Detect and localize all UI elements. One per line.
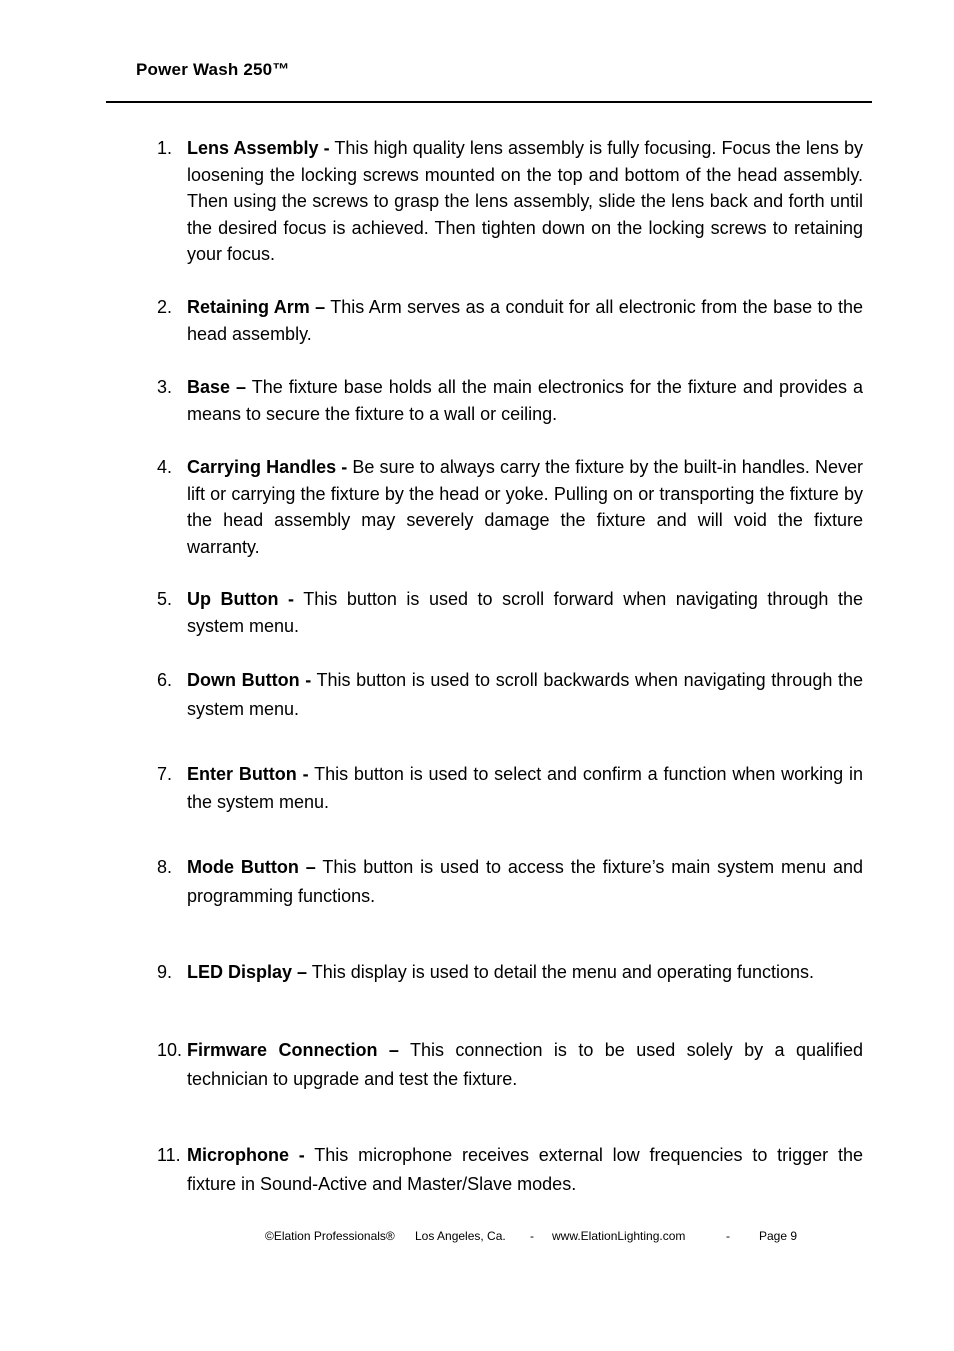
- item-number: 8.: [157, 857, 173, 877]
- item-term: Enter Button -: [187, 764, 309, 784]
- item-number: 9.: [157, 962, 173, 982]
- item-number: 1.: [157, 138, 173, 158]
- item-number: 5.: [157, 589, 173, 609]
- list-item: [157, 666, 863, 724]
- footer-company: ©Elation Professionals®: [265, 1229, 395, 1243]
- footer-separator: -: [530, 1229, 534, 1243]
- item-term: Firmware Connection –: [187, 1040, 399, 1060]
- list-item: [157, 374, 863, 427]
- list-item: [157, 1141, 863, 1199]
- item-term: Down Button -: [187, 670, 312, 690]
- footer-website: www.ElationLighting.com: [552, 1229, 686, 1243]
- item-description: This button is used to scroll forward when navigating through the system menu.: [187, 589, 864, 636]
- item-number: 10.: [157, 1040, 183, 1060]
- item-number: 6.: [157, 670, 173, 690]
- item-description: The fixture base holds all the main electronics for the fixture and provides a means to secure the fixture to a wall or ceiling.: [187, 377, 863, 424]
- item-description: This microphone receives external low frequencies to trigger the fixture in Sound-Active and Master/Slave modes.: [187, 1145, 863, 1194]
- header-divider: [106, 101, 872, 103]
- item-number: 4.: [157, 457, 173, 477]
- list-item: [157, 959, 863, 986]
- item-description: This connection is to be used solely by a qualified technician to upgrade and test the fixture.: [187, 1040, 863, 1089]
- item-term: Up Button -: [187, 589, 295, 609]
- list-item: [157, 1036, 863, 1094]
- item-description: This Arm serves as a conduit for all electronic from the base to the head assembly.: [187, 297, 863, 344]
- list-item: [157, 586, 864, 639]
- item-term: Base –: [187, 377, 247, 397]
- item-number: 11.: [157, 1145, 181, 1165]
- item-term: Carrying Handles -: [187, 457, 348, 477]
- item-term: Lens Assembly -: [187, 138, 330, 158]
- item-description: This high quality lens assembly is fully focusing. Focus the lens by loosening the locking screws mounted on the top and bottom of the head assembly. Then using the screws to grasp the lens assembly, slide the lens back and forth until the desired focus is achieved. Then tighten down on the locking screws to retaining your focus.: [187, 138, 863, 264]
- item-term: Mode Button –: [187, 857, 316, 877]
- page-footer: [0, 1229, 954, 1327]
- item-term: Microphone -: [187, 1145, 305, 1165]
- list-item: [157, 454, 863, 560]
- footer-location: Los Angeles, Ca.: [415, 1229, 506, 1243]
- item-description: This button is used to access the fixture’s main system menu and programming functions.: [187, 857, 864, 906]
- item-term: Retaining Arm –: [187, 297, 326, 317]
- list-item: [157, 294, 863, 347]
- item-term: LED Display –: [187, 962, 308, 982]
- document-header-title: Power Wash 250™: [136, 60, 290, 79]
- item-description: This button is used to select and confirm a function when working in the system menu.: [187, 764, 863, 812]
- footer-page-number: Page 9: [759, 1229, 798, 1243]
- list-item: [157, 853, 864, 911]
- list-item: [157, 135, 863, 268]
- item-description: This display is used to detail the menu and operating functions.: [307, 962, 815, 982]
- item-number: 2.: [157, 297, 173, 317]
- footer-separator: -: [726, 1229, 730, 1243]
- item-number: 3.: [157, 377, 173, 397]
- item-description: This button is used to scroll backwards when navigating through the system menu.: [187, 670, 863, 719]
- list-item: [157, 760, 863, 816]
- item-number: 7.: [157, 764, 173, 784]
- item-description: Be sure to always carry the fixture by the built-in handles. Never lift or carrying the fixture by the head or yoke. Pulling on or transporting the fixture by the head assembly may severely damage the fixture and will void the fixture warranty.: [187, 457, 863, 557]
